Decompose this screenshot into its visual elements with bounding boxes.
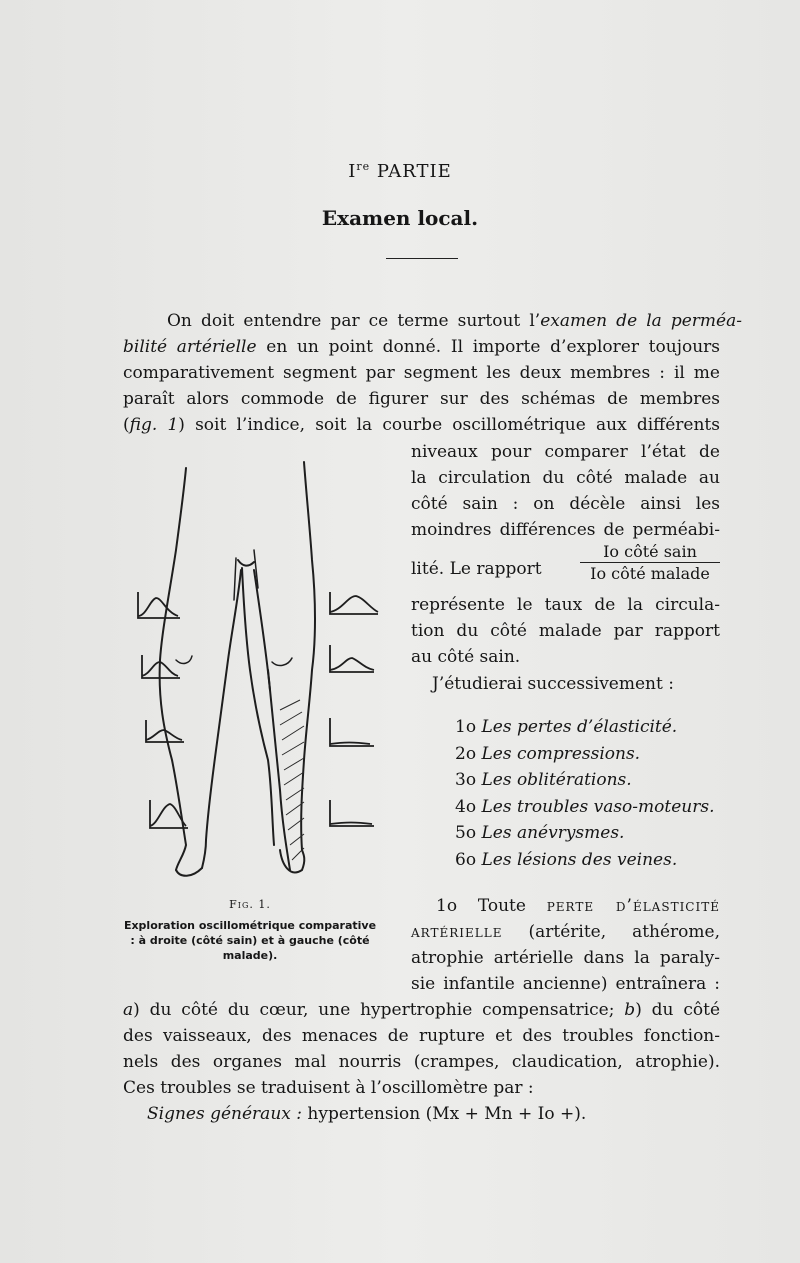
text-line: lité. Le rapport bbox=[411, 559, 542, 579]
text-line bbox=[123, 412, 720, 438]
text-line: Ces troubles se traduisent à l’oscillomètre par : bbox=[123, 1078, 534, 1098]
text-line bbox=[411, 919, 720, 945]
text-line: paraît alors commode de figurer sur des schémas de membres bbox=[123, 389, 720, 409]
thigh-mark bbox=[234, 558, 236, 600]
oscillometric-curves-right bbox=[330, 592, 378, 826]
italic-run: fig. 1 bbox=[129, 415, 179, 435]
list-item bbox=[455, 847, 677, 873]
text-run: ) du côté bbox=[635, 1000, 721, 1020]
part-ordinal: re bbox=[356, 160, 371, 173]
list-item bbox=[455, 767, 632, 793]
text-line bbox=[436, 893, 720, 919]
text-line: tion du côté malade par rapport bbox=[411, 621, 720, 641]
leg-outline bbox=[238, 560, 254, 566]
list-number: 4o bbox=[455, 796, 477, 817]
section-title: Examen local. bbox=[321, 206, 479, 230]
text-line: atrophie artérielle dans la paraly- bbox=[411, 948, 720, 968]
hatched-region bbox=[280, 700, 304, 860]
text-line bbox=[147, 1101, 586, 1127]
foot-outline bbox=[280, 850, 304, 872]
text-line bbox=[123, 334, 720, 360]
list-number: 2o bbox=[455, 743, 477, 764]
list-text: Les oblitérations. bbox=[481, 770, 632, 790]
leg-figure bbox=[120, 450, 390, 890]
text-line: moindres différences de perméabi- bbox=[411, 520, 720, 540]
curve bbox=[330, 592, 378, 614]
list-item bbox=[455, 794, 715, 820]
leg-outline bbox=[268, 670, 290, 870]
list-item bbox=[455, 741, 640, 767]
text-line: la circulation du côté malade au bbox=[411, 468, 720, 488]
list-text: Les compressions. bbox=[481, 743, 641, 764]
text-line bbox=[123, 997, 720, 1023]
text-line: des vaisseaux, des menaces de rupture et des troubles fonction- bbox=[123, 1026, 720, 1046]
text-line: niveaux pour comparer l’état de bbox=[411, 442, 720, 462]
italic-run: a bbox=[123, 1000, 134, 1020]
leg-outline bbox=[301, 462, 315, 850]
text-run: en un point donné. Il importe d’explorer toujours bbox=[256, 337, 721, 357]
text-line: côté sain : on décèle ainsi les bbox=[411, 494, 720, 514]
italic-run: b bbox=[624, 1000, 636, 1020]
list-number: 1o bbox=[455, 717, 477, 737]
figure-label: Fig. 1. bbox=[229, 898, 271, 911]
small-caps-run: artérielle bbox=[411, 922, 503, 942]
text-run: On doit entendre par ce terme surtout l’ bbox=[167, 311, 541, 331]
text-line: au côté sain. bbox=[411, 647, 521, 667]
ratio-fraction bbox=[580, 542, 720, 583]
text-run: ) soit l’indice, soit la courbe oscillométrique aux différents bbox=[178, 415, 720, 435]
knee-mark bbox=[176, 656, 192, 663]
title-divider bbox=[386, 258, 458, 259]
curve bbox=[330, 800, 374, 826]
text-run: 1o Toute bbox=[436, 896, 547, 916]
curve bbox=[330, 718, 374, 746]
text-run: ( bbox=[123, 415, 130, 435]
list-item bbox=[455, 714, 677, 740]
list-number: 3o bbox=[455, 770, 477, 790]
knee-mark bbox=[272, 658, 292, 665]
fraction-denominator: Io côté malade bbox=[590, 564, 710, 583]
text-line: sie infantile ancienne) entraînera : bbox=[411, 974, 720, 994]
fraction-numerator: Io côté sain bbox=[580, 542, 720, 563]
text-run: ) du côté du cœur, une hypertrophie compensatrice; bbox=[133, 1000, 625, 1020]
curve bbox=[138, 592, 180, 618]
text-run: (artérite, athérome, bbox=[502, 922, 720, 942]
part-numeral: I bbox=[348, 161, 357, 182]
text-line: représente le taux de la circula- bbox=[411, 595, 720, 615]
italic-run: examen de la perméa- bbox=[540, 311, 742, 331]
italic-run: bilité artérielle bbox=[123, 337, 257, 357]
list-number: 6o bbox=[455, 849, 477, 870]
text-line: comparativement segment par segment les deux membres : il me bbox=[123, 363, 720, 383]
list-number: 5o bbox=[455, 823, 477, 843]
italic-run: Signes généraux : bbox=[147, 1104, 302, 1124]
curve bbox=[146, 720, 184, 742]
text-line: nels des organes mal nourris (crampes, claudication, atrophie). bbox=[123, 1052, 720, 1072]
part-word: PARTIE bbox=[376, 161, 452, 182]
figure-caption: Exploration oscillométrique comparative : à droite (côté sain) et à gauche (côté malade). bbox=[123, 919, 377, 962]
foot-outline bbox=[176, 868, 202, 876]
leg-outline bbox=[202, 570, 241, 868]
text-line bbox=[145, 308, 742, 334]
list-text: Les troubles vaso-moteurs. bbox=[481, 796, 715, 817]
small-caps-run: perte d’élasticité bbox=[546, 896, 720, 916]
text-line: J’étudierai successivement : bbox=[432, 674, 674, 694]
list-text: Les lésions des veines. bbox=[481, 849, 678, 870]
leg-outline bbox=[242, 568, 274, 845]
curve bbox=[330, 645, 374, 672]
part-heading bbox=[0, 160, 800, 182]
list-text: Les anévrysmes. bbox=[481, 823, 625, 843]
list-item bbox=[455, 820, 624, 846]
list-text: Les pertes d’élasticité. bbox=[481, 717, 678, 737]
text-run: hypertension (Mx + Mn + Io +). bbox=[301, 1104, 587, 1124]
